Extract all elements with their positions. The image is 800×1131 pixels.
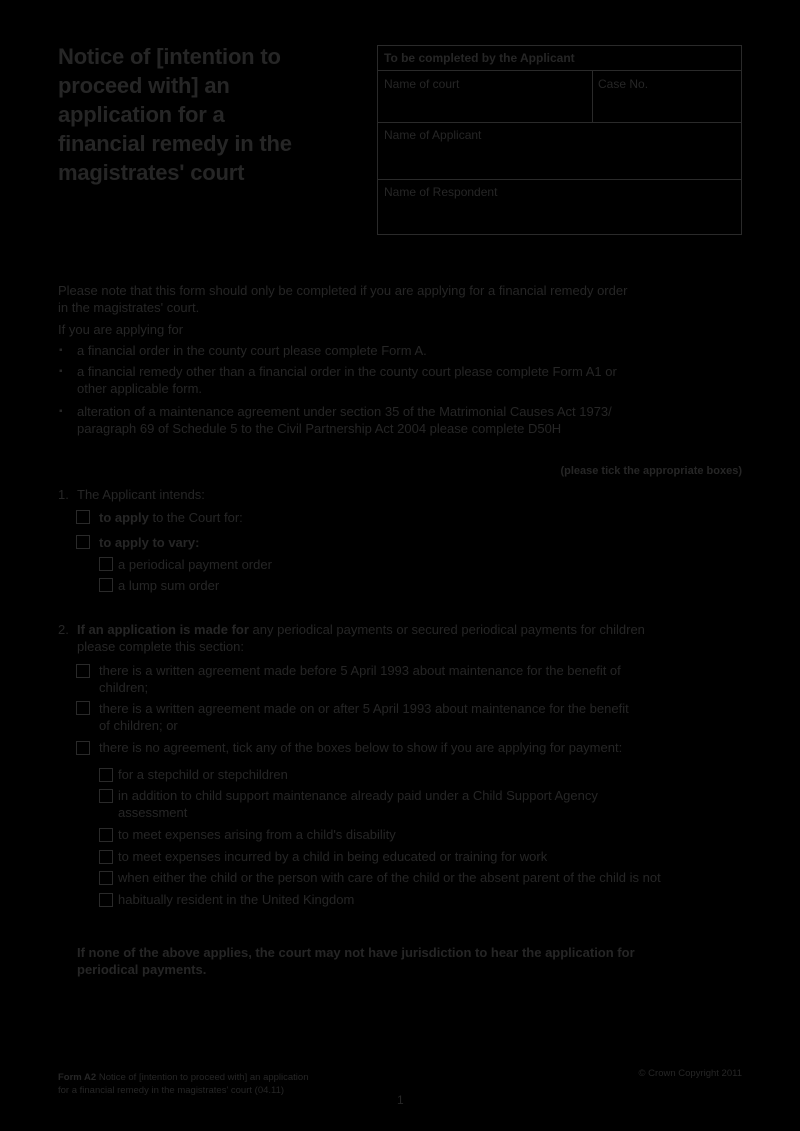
apply-option-label <box>99 509 243 526</box>
title-line: financial remedy in the <box>58 131 292 156</box>
title-line: magistrates' court <box>58 160 245 185</box>
stepchild-label: for a stepchild or stepchildren <box>118 767 288 782</box>
disability-label: to meet expenses arising from a child's disability <box>118 827 396 842</box>
periodical-payment-checkbox[interactable] <box>99 557 113 571</box>
option-line: there is a written agreement made before 5 April 1993 about maintenance for the benefit of <box>99 663 621 678</box>
lump-sum-checkbox[interactable] <box>99 578 113 592</box>
section1-number: 1. <box>58 487 69 502</box>
education-label: to meet expenses incurred by a child in being educated or training for work <box>118 849 548 864</box>
option-rest: to the Court for: <box>148 510 243 525</box>
applicant-name-label: Name of Applicant <box>384 128 482 142</box>
form-code: Form A2 <box>58 1072 97 1083</box>
bullet-icon: ▪ <box>59 406 63 417</box>
box-header-row <box>378 46 741 71</box>
bullet-text: paragraph 69 of Schedule 5 to the Civil Partnership Act 2004 please complete D50H <box>77 421 562 436</box>
form-name: Notice of [intention to proceed with] an application <box>96 1072 309 1083</box>
habitually-resident-checkbox[interactable] <box>99 893 113 907</box>
apply-checkbox[interactable] <box>76 510 90 524</box>
agreement-before-1993-label <box>99 662 621 696</box>
disability-checkbox[interactable] <box>99 828 113 842</box>
non-resident-checkbox[interactable] <box>99 871 113 885</box>
respondent-name-field[interactable] <box>378 180 741 234</box>
respondent-name-label: Name of Respondent <box>384 185 498 199</box>
form-title <box>58 42 358 187</box>
applicant-name-field[interactable] <box>378 123 741 180</box>
intro-note-line: in the magistrates' court. <box>58 300 200 315</box>
option-bold: to apply <box>99 510 149 525</box>
applicant-details-box <box>377 45 742 235</box>
warning-line: If none of the above applies, the court may not have jurisdiction to hear the application for <box>77 945 635 960</box>
title-line: Notice of [intention to <box>58 44 281 69</box>
title-line: application for a <box>58 102 225 127</box>
csa-addition-label <box>118 787 598 821</box>
section1-heading: The Applicant intends: <box>77 487 205 502</box>
non-resident-label: when either the child or the person with care of the child or the absent parent of the child is not <box>118 870 661 885</box>
section2-number: 2. <box>58 622 69 637</box>
agreement-after-1993-label <box>99 700 629 734</box>
bullet-item <box>77 363 617 397</box>
intro-note <box>58 282 627 316</box>
agreement-before-1993-checkbox[interactable] <box>76 664 90 678</box>
education-checkbox[interactable] <box>99 850 113 864</box>
habitually-resident-label: habitually resident in the United Kingdom <box>118 892 355 907</box>
court-name-field[interactable] <box>378 72 592 122</box>
csa-addition-checkbox[interactable] <box>99 789 113 803</box>
stepchild-checkbox[interactable] <box>99 768 113 782</box>
form-name-line2: for a financial remedy in the magistrates' court (04.11) <box>58 1085 285 1096</box>
option-line: there is a written agreement made on or after 5 April 1993 about maintenance for the benefit <box>99 701 629 716</box>
bullet-text: a financial order in the county court please complete Form A. <box>77 343 427 358</box>
lump-sum-label: a lump sum order <box>118 578 220 593</box>
bullet-icon: ▪ <box>59 366 63 377</box>
option-line: children; <box>99 680 149 695</box>
bullet-text: a financial remedy other than a financial order in the county court please complete Form A1 or <box>77 364 617 379</box>
tick-note: (please tick the appropriate boxes) <box>560 465 742 477</box>
heading-rest: any periodical payments or secured periodical payments for children <box>248 622 645 637</box>
apply-to-vary-checkbox[interactable] <box>76 535 90 549</box>
bullet-text: alteration of a maintenance agreement under section 35 of the Matrimonial Causes Act 1973/ <box>77 404 612 419</box>
periodical-payment-label: a periodical payment order <box>118 557 272 572</box>
option-line: of children; or <box>99 718 178 733</box>
copyright: © Crown Copyright 2011 <box>638 1068 742 1079</box>
option-line: assessment <box>118 805 188 820</box>
box-header: To be completed by the Applicant <box>384 51 575 65</box>
no-agreement-label: there is no agreement, tick any of the boxes below to show if you are applying for payment: <box>99 740 623 755</box>
option-line: in addition to child support maintenance already paid under a Child Support Agency <box>118 788 598 803</box>
bullet-item <box>77 342 427 359</box>
apply-to-vary-label: to apply to vary: <box>99 535 200 550</box>
no-agreement-checkbox[interactable] <box>76 741 90 755</box>
agreement-after-1993-checkbox[interactable] <box>76 701 90 715</box>
bullet-icon: ▪ <box>59 345 63 356</box>
intro-note-line: Please note that this form should only be completed if you are applying for a financial remedy order <box>58 283 628 298</box>
bullet-item <box>77 403 612 437</box>
case-number-field[interactable] <box>593 72 741 122</box>
heading-bold: If an application is made for <box>77 622 249 637</box>
case-number-label: Case No. <box>598 77 649 91</box>
section2-heading <box>77 621 645 655</box>
court-name-label: Name of court <box>384 77 460 91</box>
heading-line2: please complete this section: <box>77 639 244 654</box>
form-reference <box>58 1071 309 1097</box>
title-line: proceed with] an <box>58 73 230 98</box>
jurisdiction-warning <box>77 944 635 978</box>
page-number: 1 <box>397 1093 404 1107</box>
if-applying-text: If you are applying for <box>58 322 184 337</box>
bullet-text: other applicable form. <box>77 381 203 396</box>
warning-line: periodical payments. <box>77 962 207 977</box>
